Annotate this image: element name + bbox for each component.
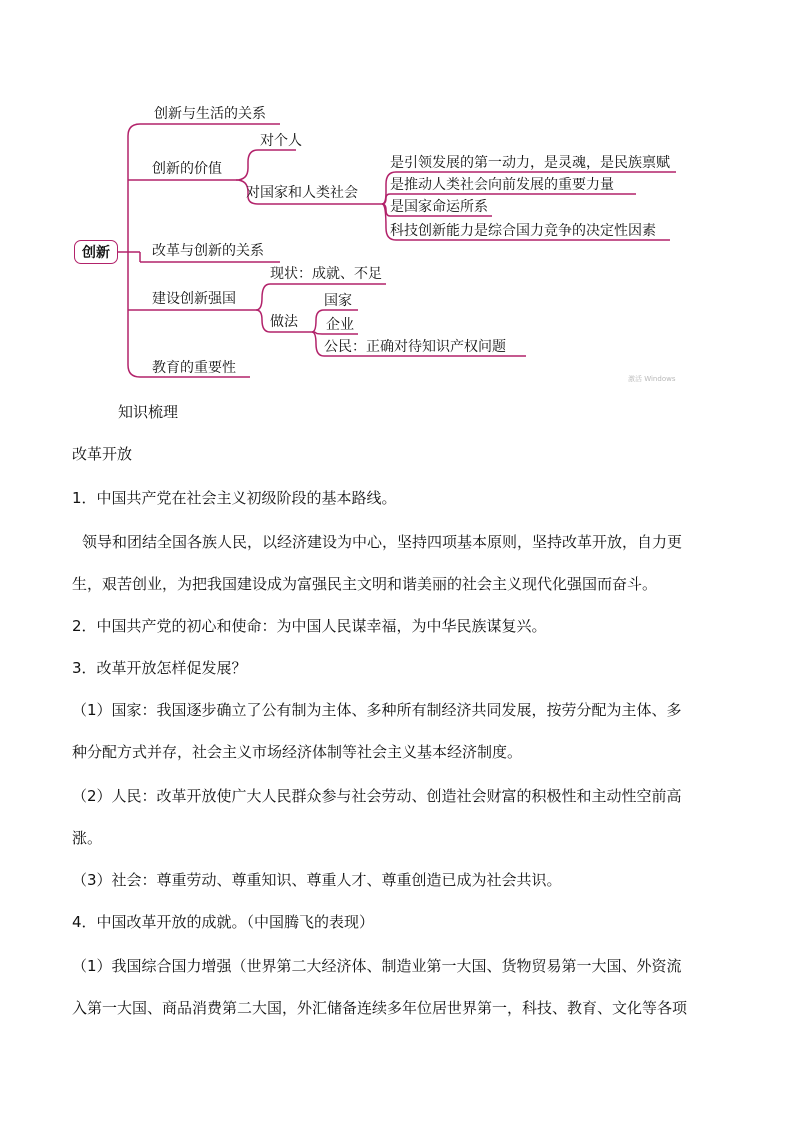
paragraph-1: 1．中国共产党在社会主义初级阶段的基本路线。: [72, 489, 397, 507]
branch-build-innovative-nation: 建设创新强国: [152, 291, 236, 307]
paragraph-3-1-line-2: 种分配方式并存，社会主义市场经济体制等社会主义基本经济制度。: [72, 743, 523, 761]
paragraph-4-1-line-2: 入第一大国、商品消费第二大国，外汇储备连续多年位居世界第一，科技、教育、文化等各项: [72, 999, 688, 1017]
value-item-1: 是引领发展的第一动力，是灵魂，是民族禀赋: [390, 155, 670, 171]
paragraph-3-2-line-1: （2）人民：改革开放使广大人民群众参与社会劳动、创造社会财富的积极性和主动性空前高: [72, 787, 682, 805]
value-item-4: 科技创新能力是综合国力竞争的决定性因素: [390, 223, 656, 239]
paragraph-4: 4．中国改革开放的成就。（中国腾飞的表现）: [72, 913, 375, 931]
branch-importance-of-education: 教育的重要性: [152, 360, 236, 376]
approach-enterprise: 企业: [326, 317, 354, 333]
node-to-nation-and-society: 对国家和人类社会: [246, 185, 358, 201]
branch-value-of-innovation: 创新的价值: [152, 161, 222, 177]
branch-innovation-and-life: 创新与生活的关系: [154, 106, 266, 122]
node-status: 现状：成就、不足: [270, 266, 382, 282]
paragraph-3-2-line-2: 涨。: [72, 829, 103, 847]
paragraph-3-1-line-1: （1）国家：我国逐步确立了公有制为主体、多种所有制经济共同发展，按劳分配为主体、多: [72, 701, 682, 719]
root-label: 创新: [82, 245, 110, 261]
paragraph-3-3: （3）社会：尊重劳动、尊重知识、尊重人才、尊重创造已成为社会共识。: [72, 871, 562, 889]
branch-reform-and-innovation: 改革与创新的关系: [152, 243, 264, 259]
approach-citizen: 公民：正确对待知识产权问题: [324, 339, 506, 355]
paragraph-2: 2．中国共产党的初心和使命：为中国人民谋幸福，为中华民族谋复兴。: [72, 617, 547, 635]
approach-nation: 国家: [324, 293, 352, 309]
mindmap-root-node: [74, 240, 118, 264]
node-approach: 做法: [270, 314, 298, 330]
paragraph-1-body-line-1: 领导和团结全国各族人民，以经济建设为中心，坚持四项基本原则，坚持改革开放，自力更: [82, 533, 683, 551]
section-title: 知识梳理: [118, 403, 179, 421]
paragraph-1-body-line-2: 生，艰苦创业，为把我国建设成为富强民主文明和谐美丽的社会主义现代化强国而奋斗。: [72, 575, 658, 593]
paragraph-3: 3．改革开放怎样促发展？: [72, 659, 247, 677]
node-to-individual: 对个人: [260, 133, 302, 149]
paragraph-4-1-line-1: （1）我国综合国力增强（世界第二大经济体、制造业第一大国、货物贸易第一大国、外资流: [72, 957, 682, 975]
activate-windows-watermark: 激活 Windows: [628, 375, 676, 383]
mind-map: [0, 0, 794, 400]
topic-heading: 改革开放: [72, 445, 133, 463]
value-item-2: 是推动人类社会向前发展的重要力量: [390, 177, 614, 193]
value-item-3: 是国家命运所系: [390, 199, 488, 215]
